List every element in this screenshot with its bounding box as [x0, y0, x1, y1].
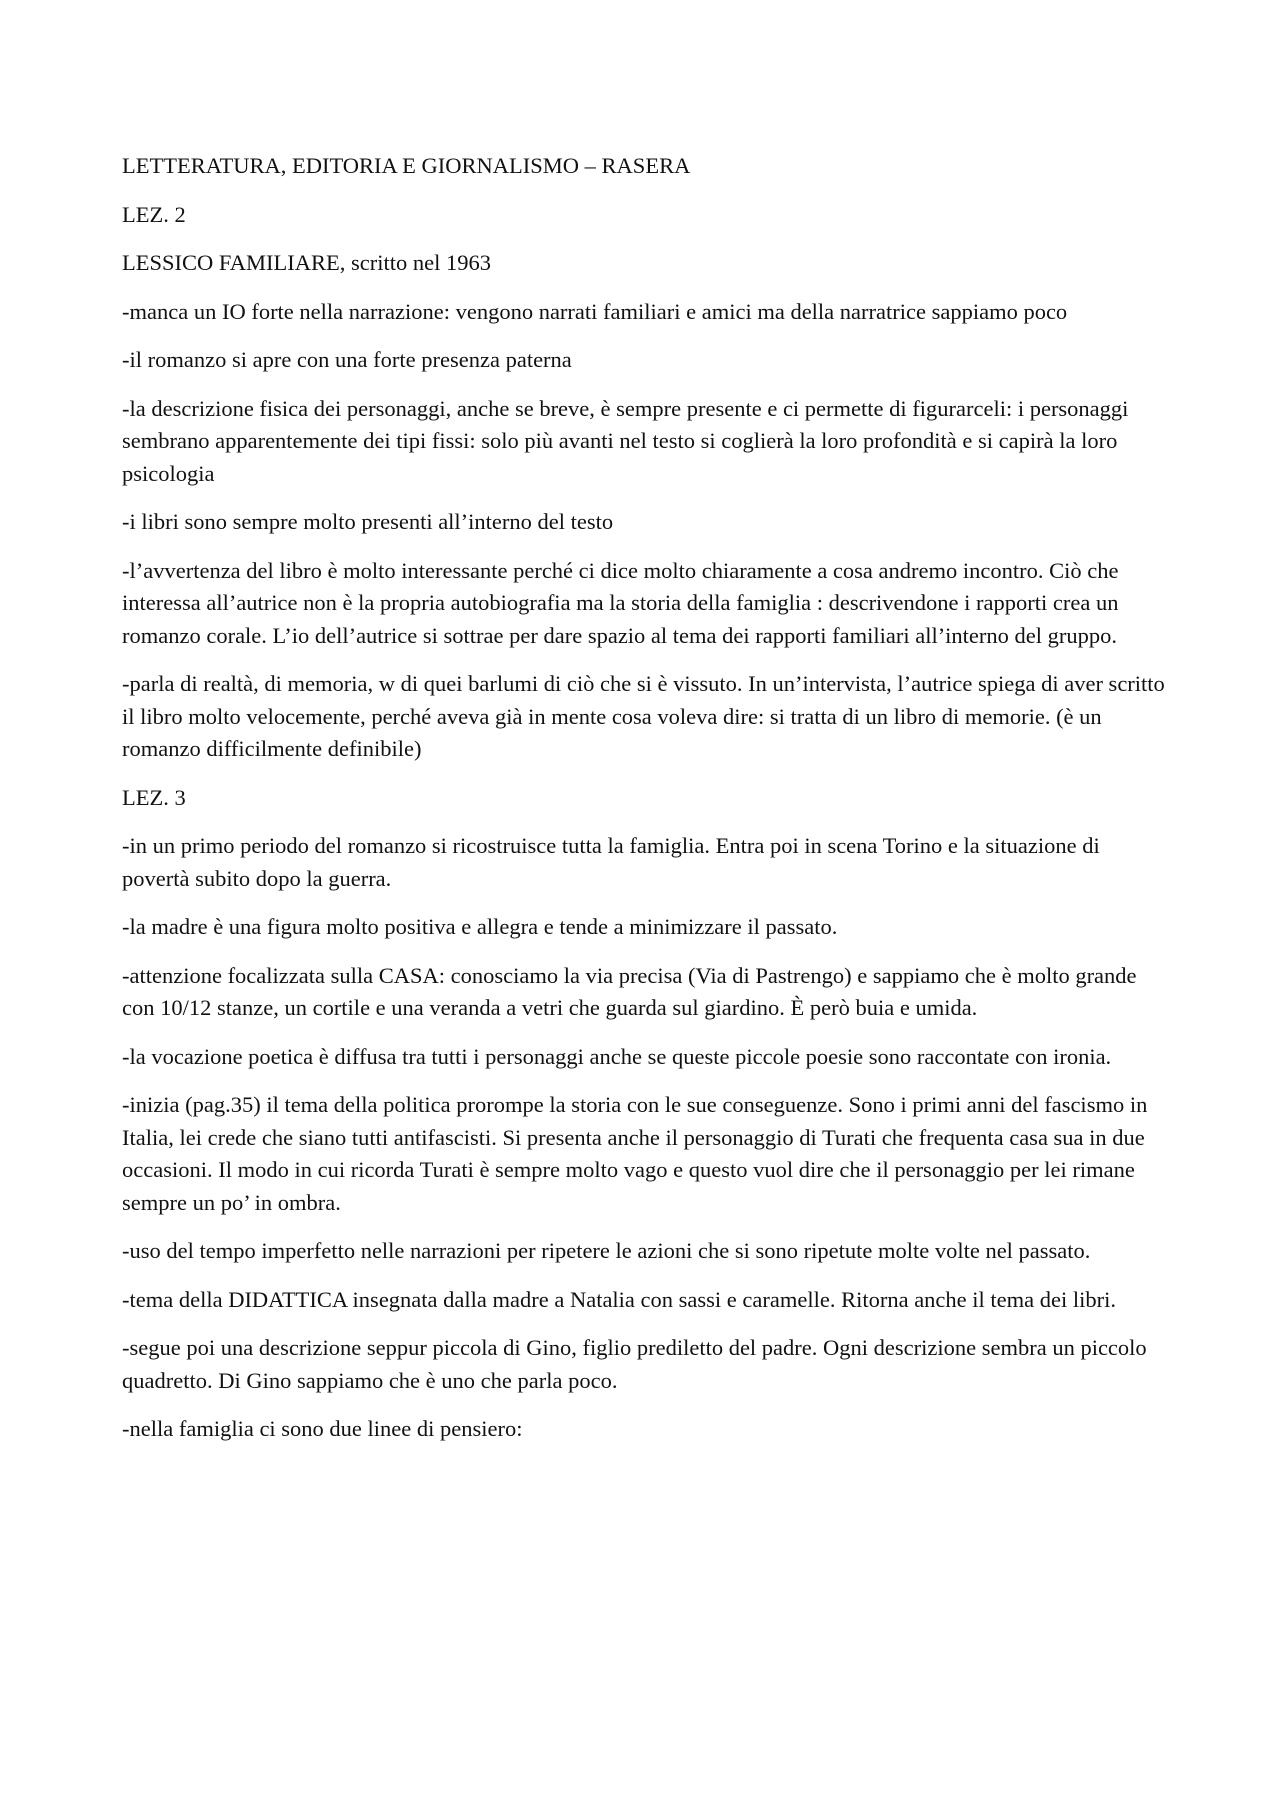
section-heading-lez-2: LEZ. 2: [122, 201, 186, 227]
note-paragraph: -nella famiglia ci sono due linee di pensiero:: [122, 1416, 523, 1441]
note-paragraph: -la vocazione poetica è diffusa tra tutti i personaggi anche se queste piccole poesie sono raccontate con ironia.: [122, 1043, 1112, 1069]
note-paragraph: -segue poi una descrizione seppur piccola di Gino, figlio prediletto del padre. Ogni descrizione sembra un piccolo quadretto. Di Gino sappiamo che è uno che parla poco.: [122, 1335, 1147, 1393]
note-paragraph: -i libri sono sempre molto presenti all’interno del testo: [122, 509, 614, 534]
note-paragraph: -attenzione focalizzata sulla CASA: conosciamo la via precisa (Via di Pastrengo) e sappiamo che è molto grande con 10/12 stanze, un cortile e una veranda a vetri che guarda sul giardino. È però buia e umida.: [122, 962, 1137, 1020]
note-paragraph: -manca un IO forte nella narrazione: vengono narrati familiari e amici ma della narratrice sappiamo poco: [122, 298, 1068, 324]
note-paragraph: -il romanzo si apre con una forte presenza paterna: [122, 347, 572, 372]
subject-heading: LESSICO FAMILIARE, scritto nel 1963: [122, 250, 491, 275]
note-paragraph: -parla di realtà, di memoria, w di quei barlumi di ciò che si è vissuto. In un’intervista, l’autrice spiega di aver scritto il libro molto velocemente, perché aveva già in mente cosa voleva dire: si tratta di un libro di memorie. (è un romanzo difficilmente definibile): [122, 671, 1165, 761]
note-paragraph: -l’avvertenza del libro è molto interessante perché ci dice molto chiaramente a cosa andremo incontro. Ciò che interessa all’autrice non è la propria autobiografia ma la storia della famiglia : descrivendone i rapporti crea un romanzo corale. L’io dell’autrice si sottrae per dare spazio al tema dei rapporti familiari all’interno del gruppo.: [122, 557, 1119, 648]
document-page: [122, 150, 1172, 1462]
note-paragraph: -la madre è una figura molto positiva e allegra e tende a minimizzare il passato.: [122, 914, 838, 939]
section-heading-lez-3: LEZ. 3: [122, 784, 186, 810]
note-paragraph: -tema della DIDATTICA insegnata dalla madre a Natalia con sassi e caramelle. Ritorna anche il tema dei libri.: [122, 1286, 1116, 1312]
document-title: LETTERATURA, EDITORIA E GIORNALISMO – RASERA: [122, 153, 691, 178]
note-paragraph: -uso del tempo imperfetto nelle narrazioni per ripetere le azioni che si sono ripetute molte volte nel passato.: [122, 1238, 1091, 1263]
note-paragraph: -la descrizione fisica dei personaggi, anche se breve, è sempre presente e ci permette di figurarceli: i personaggi sembrano apparentemente dei tipi fissi: solo più avanti nel testo si coglierà la loro profondità e si capirà la loro psicologia: [122, 395, 1129, 486]
note-paragraph: -inizia (pag.35) il tema della politica prorompe la storia con le sue conseguenze. Sono i primi anni del fascismo in Italia, lei crede che siano tutti antifascisti. Si presenta anche il personaggio di Turati che frequenta casa sua in due occasioni. Il modo in cui ricorda Turati è sempre molto vago e questo vuol dire che il personaggio per lei rimane sempre un po’ in ombra.: [122, 1092, 1148, 1215]
note-paragraph: -in un primo periodo del romanzo si ricostruisce tutta la famiglia. Entra poi in scena Torino e la situazione di povertà subito dopo la guerra.: [122, 833, 1100, 891]
